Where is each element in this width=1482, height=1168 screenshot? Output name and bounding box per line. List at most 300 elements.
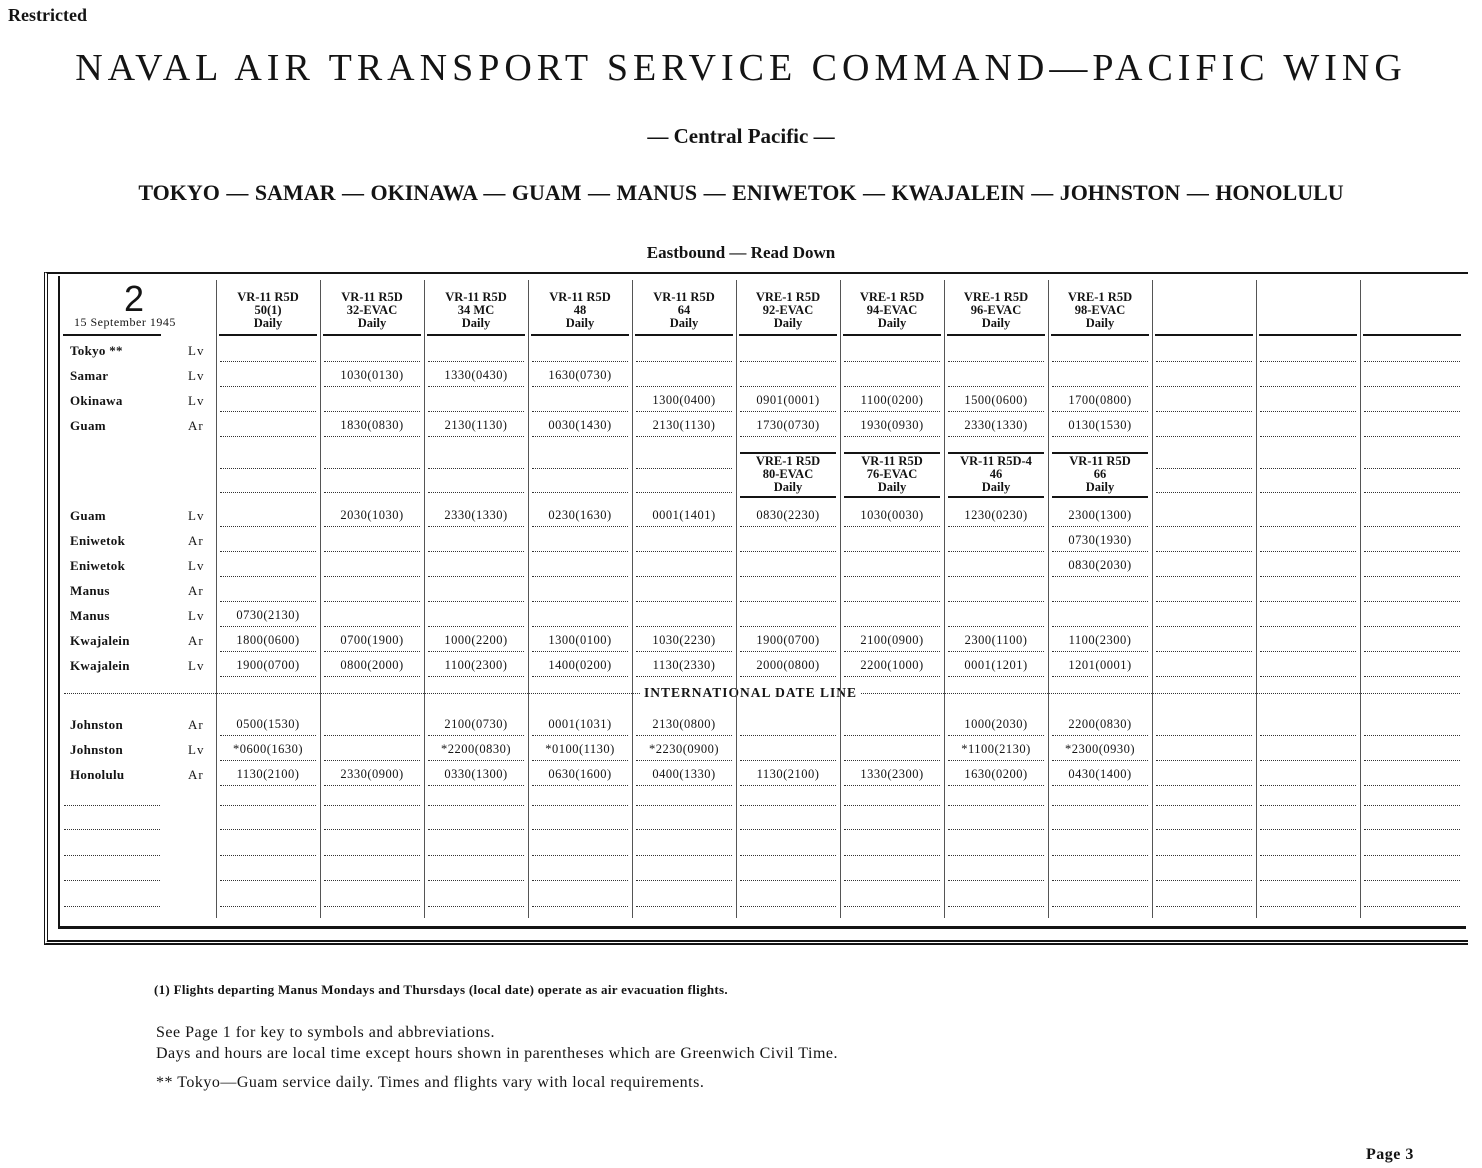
dotted-rule — [948, 386, 1044, 387]
dotted-rule — [220, 785, 316, 786]
header-rule — [843, 334, 941, 336]
header-rule — [219, 334, 317, 336]
dotted-rule — [220, 551, 316, 552]
dotted-rule — [844, 651, 940, 652]
dotted-rule — [844, 880, 940, 881]
time-cell: *2300(0930) — [1064, 742, 1136, 756]
time-cell: 0130(1530) — [1068, 418, 1132, 432]
dotted-rule — [1052, 576, 1148, 577]
dotted-rule — [1052, 906, 1148, 907]
dotted-rule — [1156, 651, 1252, 652]
direction-label: Eastbound — Read Down — [646, 243, 836, 262]
dotted-rule — [324, 805, 420, 806]
arrive-leave-code: Lv — [188, 608, 205, 623]
station-name: Guam — [70, 418, 106, 433]
dotted-rule — [1260, 735, 1356, 736]
dotted-rule — [220, 760, 316, 761]
note-key: See Page 1 for key to symbols and abbreviations. — [156, 1024, 496, 1041]
flight-frequency: Daily — [877, 480, 907, 494]
flight-number: 80-EVAC — [762, 467, 814, 481]
time-cell: 1700(0800) — [1068, 393, 1132, 407]
flight-squadron: VRE-1 R5D — [859, 290, 925, 304]
dotted-rule — [1364, 526, 1460, 527]
dotted-rule — [1052, 551, 1148, 552]
dotted-rule — [948, 551, 1044, 552]
dotted-rule — [532, 735, 628, 736]
dotted-rule — [428, 880, 524, 881]
station-name: Tokyo ** — [70, 343, 123, 358]
station-name: Kwajalein — [70, 658, 130, 673]
flight-number: 96-EVAC — [970, 303, 1022, 317]
dotted-rule — [324, 829, 420, 830]
dotted-rule — [740, 829, 836, 830]
time-cell: 0630(1600) — [548, 767, 612, 781]
dotted-rule — [64, 906, 160, 907]
header-rule — [323, 334, 421, 336]
time-cell: 1230(0230) — [964, 508, 1028, 522]
international-date-line: INTERNATIONAL DATE LINE — [640, 685, 861, 701]
time-cell: 2030(1030) — [340, 508, 404, 522]
dotted-rule — [324, 576, 420, 577]
dotted-rule — [636, 361, 732, 362]
dotted-rule — [844, 526, 940, 527]
dotted-rule — [220, 805, 316, 806]
dotted-rule — [1364, 576, 1460, 577]
time-cell: 1330(2300) — [860, 767, 924, 781]
time-cell: 0730(1930) — [1068, 533, 1132, 547]
column-divider — [736, 280, 737, 918]
dotted-rule — [1052, 526, 1148, 527]
arrive-leave-code: Ar — [188, 533, 204, 548]
flight-frequency: Daily — [1085, 480, 1115, 494]
dotted-rule — [1260, 829, 1356, 830]
dotted-rule — [220, 735, 316, 736]
station-name: Johnston — [70, 742, 123, 757]
dotted-rule — [64, 829, 160, 830]
dotted-rule — [428, 386, 524, 387]
dotted-rule — [324, 411, 420, 412]
connecting-header-rule — [1052, 496, 1148, 498]
connecting-flight-header — [840, 455, 944, 494]
dotted-rule — [1156, 436, 1252, 437]
dotted-rule — [636, 805, 732, 806]
dotted-rule — [844, 386, 940, 387]
dotted-rule — [220, 526, 316, 527]
dotted-rule — [220, 436, 316, 437]
time-cell: 0800(2000) — [340, 658, 404, 672]
dotted-rule — [636, 855, 732, 856]
dotted-rule — [428, 760, 524, 761]
dotted-rule — [1364, 829, 1460, 830]
flight-header — [840, 291, 944, 330]
column-divider — [1360, 280, 1361, 918]
time-cell: 0830(2230) — [756, 508, 820, 522]
dotted-rule — [532, 880, 628, 881]
station-name: Johnston — [70, 717, 123, 732]
station-name: Honolulu — [70, 767, 125, 782]
flight-header — [736, 291, 840, 330]
dotted-rule — [1364, 601, 1460, 602]
dotted-rule — [948, 526, 1044, 527]
dotted-rule — [1260, 492, 1356, 493]
dotted-rule — [948, 735, 1044, 736]
dotted-rule — [1156, 526, 1252, 527]
timetable — [60, 278, 1464, 926]
time-cell: 1030(0030) — [860, 508, 924, 522]
dotted-rule — [532, 855, 628, 856]
flight-number: 32-EVAC — [346, 303, 398, 317]
dotted-rule — [1052, 805, 1148, 806]
time-cell: 2330(1330) — [444, 508, 508, 522]
time-cell: 2200(0830) — [1068, 717, 1132, 731]
dotted-rule — [1364, 760, 1460, 761]
dotted-rule — [636, 760, 732, 761]
dotted-rule — [948, 906, 1044, 907]
station-name: Eniwetok — [70, 533, 126, 548]
dotted-rule — [948, 880, 1044, 881]
connecting-flight-header — [944, 455, 1048, 494]
dotted-rule — [636, 906, 732, 907]
dotted-rule — [948, 855, 1044, 856]
dotted-rule — [532, 492, 628, 493]
time-cell: 1330(0430) — [444, 368, 508, 382]
connecting-flight-header — [1048, 455, 1152, 494]
dotted-rule — [636, 551, 732, 552]
flight-number: 76-EVAC — [866, 467, 918, 481]
time-cell: 1130(2100) — [756, 767, 820, 781]
dotted-rule — [1052, 855, 1148, 856]
flight-frequency: Daily — [357, 316, 387, 330]
dotted-rule — [428, 526, 524, 527]
dotted-rule — [324, 601, 420, 602]
dotted-rule — [740, 411, 836, 412]
flight-number: 92-EVAC — [762, 303, 814, 317]
header-rule — [1155, 334, 1253, 336]
dotted-rule — [1156, 880, 1252, 881]
time-cell: 0001(1031) — [548, 717, 612, 731]
dotted-rule — [844, 906, 940, 907]
arrive-leave-code: Ar — [188, 767, 204, 782]
dotted-rule — [1156, 468, 1252, 469]
dotted-rule — [740, 906, 836, 907]
dotted-rule — [532, 601, 628, 602]
dotted-rule — [1156, 829, 1252, 830]
dotted-rule — [532, 411, 628, 412]
dotted-rule — [1260, 526, 1356, 527]
dotted-rule — [428, 829, 524, 830]
dotted-rule — [844, 436, 940, 437]
dotted-rule — [1364, 551, 1460, 552]
dotted-rule — [220, 855, 316, 856]
dotted-rule — [1364, 785, 1460, 786]
dotted-rule — [844, 576, 940, 577]
dotted-rule — [428, 436, 524, 437]
dotted-rule — [220, 626, 316, 627]
dotted-rule — [1052, 411, 1148, 412]
dotted-rule — [636, 526, 732, 527]
dotted-rule — [532, 651, 628, 652]
dotted-rule — [324, 855, 420, 856]
flight-header — [1048, 291, 1152, 330]
dotted-rule — [740, 676, 836, 677]
dotted-rule — [1364, 626, 1460, 627]
flight-frequency: Daily — [461, 316, 491, 330]
station-name: Eniwetok — [70, 558, 126, 573]
dotted-rule — [1260, 601, 1356, 602]
flight-header — [632, 291, 736, 330]
dotted-rule — [428, 735, 524, 736]
time-cell: 1630(0200) — [964, 767, 1028, 781]
dotted-rule — [428, 805, 524, 806]
dotted-rule — [1156, 760, 1252, 761]
flight-squadron: VR-11 R5D — [1069, 454, 1131, 468]
flight-frequency: Daily — [773, 480, 803, 494]
note-time: Days and hours are local time except hours shown in parentheses which are Greenwich Civil Time. — [156, 1045, 839, 1062]
dotted-rule — [636, 468, 732, 469]
page-number: Page 3 — [1366, 1146, 1414, 1163]
station-name: Kwajalein — [70, 633, 130, 648]
dotted-rule — [532, 829, 628, 830]
dotted-rule — [532, 468, 628, 469]
dotted-rule — [428, 576, 524, 577]
dotted-rule — [1052, 829, 1148, 830]
flight-number: 94-EVAC — [866, 303, 918, 317]
dotted-rule — [1156, 785, 1252, 786]
column-divider — [216, 280, 217, 918]
time-cell: 2330(0900) — [340, 767, 404, 781]
dotted-rule — [532, 436, 628, 437]
arrive-leave-code: Ar — [188, 583, 204, 598]
column-divider — [1152, 280, 1153, 918]
time-cell: 1030(0130) — [340, 368, 404, 382]
dotted-rule — [428, 785, 524, 786]
time-cell: 0430(1400) — [1068, 767, 1132, 781]
dotted-rule — [532, 576, 628, 577]
dotted-rule — [532, 626, 628, 627]
flight-header — [424, 291, 528, 330]
dotted-rule — [532, 785, 628, 786]
time-cell: 1930(0930) — [860, 418, 924, 432]
dotted-rule — [1364, 855, 1460, 856]
flight-frequency: Daily — [877, 316, 907, 330]
header-rule — [947, 334, 1045, 336]
dotted-rule — [1260, 361, 1356, 362]
dotted-rule — [324, 651, 420, 652]
header-rule — [635, 334, 733, 336]
station-name: Manus — [70, 583, 110, 598]
dotted-rule — [740, 785, 836, 786]
flight-frequency: Daily — [773, 316, 803, 330]
flight-header — [944, 291, 1048, 330]
flight-squadron: VRE-1 R5D — [755, 454, 821, 468]
flight-number: 66 — [1093, 467, 1107, 481]
time-cell: 1800(0600) — [236, 633, 300, 647]
arrive-leave-code: Lv — [188, 658, 205, 673]
dotted-rule — [532, 551, 628, 552]
dotted-rule — [948, 676, 1044, 677]
time-cell: 1630(0730) — [548, 368, 612, 382]
time-cell: 0230(1630) — [548, 508, 612, 522]
time-cell: 2100(0730) — [444, 717, 508, 731]
connecting-header-rule — [740, 496, 836, 498]
dotted-rule — [1052, 760, 1148, 761]
dotted-rule — [1364, 735, 1460, 736]
dotted-rule — [844, 805, 940, 806]
header-rule — [1051, 334, 1149, 336]
arrive-leave-code: Ar — [188, 418, 204, 433]
time-cell: *2200(0830) — [440, 742, 512, 756]
flight-frequency: Daily — [1085, 316, 1115, 330]
dotted-rule — [1364, 411, 1460, 412]
dotted-rule — [740, 880, 836, 881]
dotted-rule — [1260, 411, 1356, 412]
dotted-rule — [324, 676, 420, 677]
station-name: Guam — [70, 508, 106, 523]
dotted-rule — [428, 468, 524, 469]
dotted-rule — [220, 386, 316, 387]
dotted-rule — [948, 805, 1044, 806]
time-cell: 1900(0700) — [236, 658, 300, 672]
flight-header — [320, 291, 424, 330]
flight-squadron: VR-11 R5D-4 — [960, 454, 1032, 468]
dotted-rule — [1156, 361, 1252, 362]
dotted-rule — [1260, 880, 1356, 881]
time-cell: 2300(1100) — [964, 633, 1028, 647]
dotted-rule — [220, 468, 316, 469]
dotted-rule — [428, 361, 524, 362]
column-divider — [1256, 280, 1257, 918]
dotted-rule — [1156, 855, 1252, 856]
dotted-rule — [948, 576, 1044, 577]
dotted-rule — [740, 855, 836, 856]
dotted-rule — [428, 626, 524, 627]
dotted-rule — [220, 576, 316, 577]
time-cell: 2200(1000) — [860, 658, 924, 672]
dotted-rule — [948, 601, 1044, 602]
time-cell: 1201(0001) — [1068, 658, 1132, 672]
dotted-rule — [532, 760, 628, 761]
dotted-rule — [324, 785, 420, 786]
dotted-rule — [64, 805, 160, 806]
time-cell: 0730(2130) — [236, 608, 300, 622]
dotted-rule — [740, 651, 836, 652]
region-subtitle: — Central Pacific — — [647, 124, 835, 148]
time-cell: 2130(0800) — [652, 717, 716, 731]
dotted-rule — [636, 601, 732, 602]
route-line: TOKYO — SAMAR — OKINAWA — GUAM — MANUS — ENIWETOK — KWAJALEIN — JOHNSTON — HONOLULU — [138, 180, 1344, 205]
dotted-rule — [740, 760, 836, 761]
dotted-rule — [1260, 855, 1356, 856]
dotted-rule — [324, 468, 420, 469]
flight-frequency: Daily — [981, 316, 1011, 330]
note-tokyo: ** Tokyo—Guam service daily. Times and flights vary with local requirements. — [156, 1074, 705, 1091]
dotted-rule — [1260, 626, 1356, 627]
dotted-rule — [740, 805, 836, 806]
dotted-rule — [1260, 760, 1356, 761]
dotted-rule — [324, 880, 420, 881]
flight-squadron: VR-11 R5D — [861, 454, 923, 468]
dotted-rule — [1052, 386, 1148, 387]
dotted-rule — [1260, 386, 1356, 387]
restricted-label: Restricted — [8, 5, 87, 25]
dotted-rule — [740, 526, 836, 527]
dotted-rule — [1052, 880, 1148, 881]
flight-number: 50(1) — [254, 303, 282, 317]
dotted-rule — [220, 676, 316, 677]
dotted-rule — [948, 829, 1044, 830]
timetable-number: 2 — [124, 278, 145, 319]
time-cell: 1900(0700) — [756, 633, 820, 647]
time-cell: 2130(1130) — [444, 418, 508, 432]
arrive-leave-code: Ar — [188, 717, 204, 732]
dotted-rule — [220, 906, 316, 907]
time-cell: 1100(0200) — [860, 393, 924, 407]
time-cell: 1300(0100) — [548, 633, 612, 647]
dotted-rule — [740, 576, 836, 577]
connecting-header-rule — [948, 496, 1044, 498]
connecting-header-rule — [844, 496, 940, 498]
time-cell: 0700(1900) — [340, 633, 404, 647]
header-rule — [531, 334, 629, 336]
dotted-rule — [1156, 626, 1252, 627]
dotted-rule — [324, 626, 420, 627]
dotted-rule — [844, 760, 940, 761]
time-cell: 0901(0001) — [756, 393, 820, 407]
time-cell: 1100(2300) — [1068, 633, 1132, 647]
dotted-rule — [532, 906, 628, 907]
page-title: NAVAL AIR TRANSPORT SERVICE COMMAND—PACIFIC WING — [75, 47, 1407, 89]
dotted-rule — [220, 361, 316, 362]
flight-number: 64 — [677, 303, 691, 317]
time-cell: 0001(1201) — [964, 658, 1028, 672]
dotted-rule — [1260, 906, 1356, 907]
dotted-rule — [636, 576, 732, 577]
dotted-rule — [428, 551, 524, 552]
time-cell: 0030(1430) — [548, 418, 612, 432]
dotted-rule — [1052, 676, 1148, 677]
dotted-rule — [636, 676, 732, 677]
dotted-rule — [1156, 551, 1252, 552]
dotted-rule — [220, 492, 316, 493]
dotted-rule — [1364, 880, 1460, 881]
dotted-rule — [1364, 676, 1460, 677]
dotted-rule — [636, 492, 732, 493]
dotted-rule — [1052, 651, 1148, 652]
time-cell: 1130(2330) — [652, 658, 716, 672]
time-cell: 2100(0900) — [860, 633, 924, 647]
dotted-rule — [636, 386, 732, 387]
dotted-rule — [428, 676, 524, 677]
arrive-leave-code: Lv — [188, 368, 205, 383]
flight-number: 46 — [989, 467, 1003, 481]
dotted-rule — [324, 492, 420, 493]
dotted-rule — [1260, 551, 1356, 552]
time-cell: 0830(2030) — [1068, 558, 1132, 572]
connecting-flight-header — [736, 455, 840, 494]
dotted-rule — [948, 651, 1044, 652]
header-rule — [1363, 334, 1461, 336]
header-rule — [1259, 334, 1357, 336]
dotted-rule — [844, 601, 940, 602]
time-cell: 1000(2030) — [964, 717, 1028, 731]
dotted-rule — [1156, 576, 1252, 577]
dotted-rule — [1260, 468, 1356, 469]
dotted-rule — [428, 906, 524, 907]
station-name: Manus — [70, 608, 110, 623]
arrive-leave-code: Lv — [188, 558, 205, 573]
flight-squadron: VR-11 R5D — [549, 290, 611, 304]
time-cell: 1500(0600) — [964, 393, 1028, 407]
